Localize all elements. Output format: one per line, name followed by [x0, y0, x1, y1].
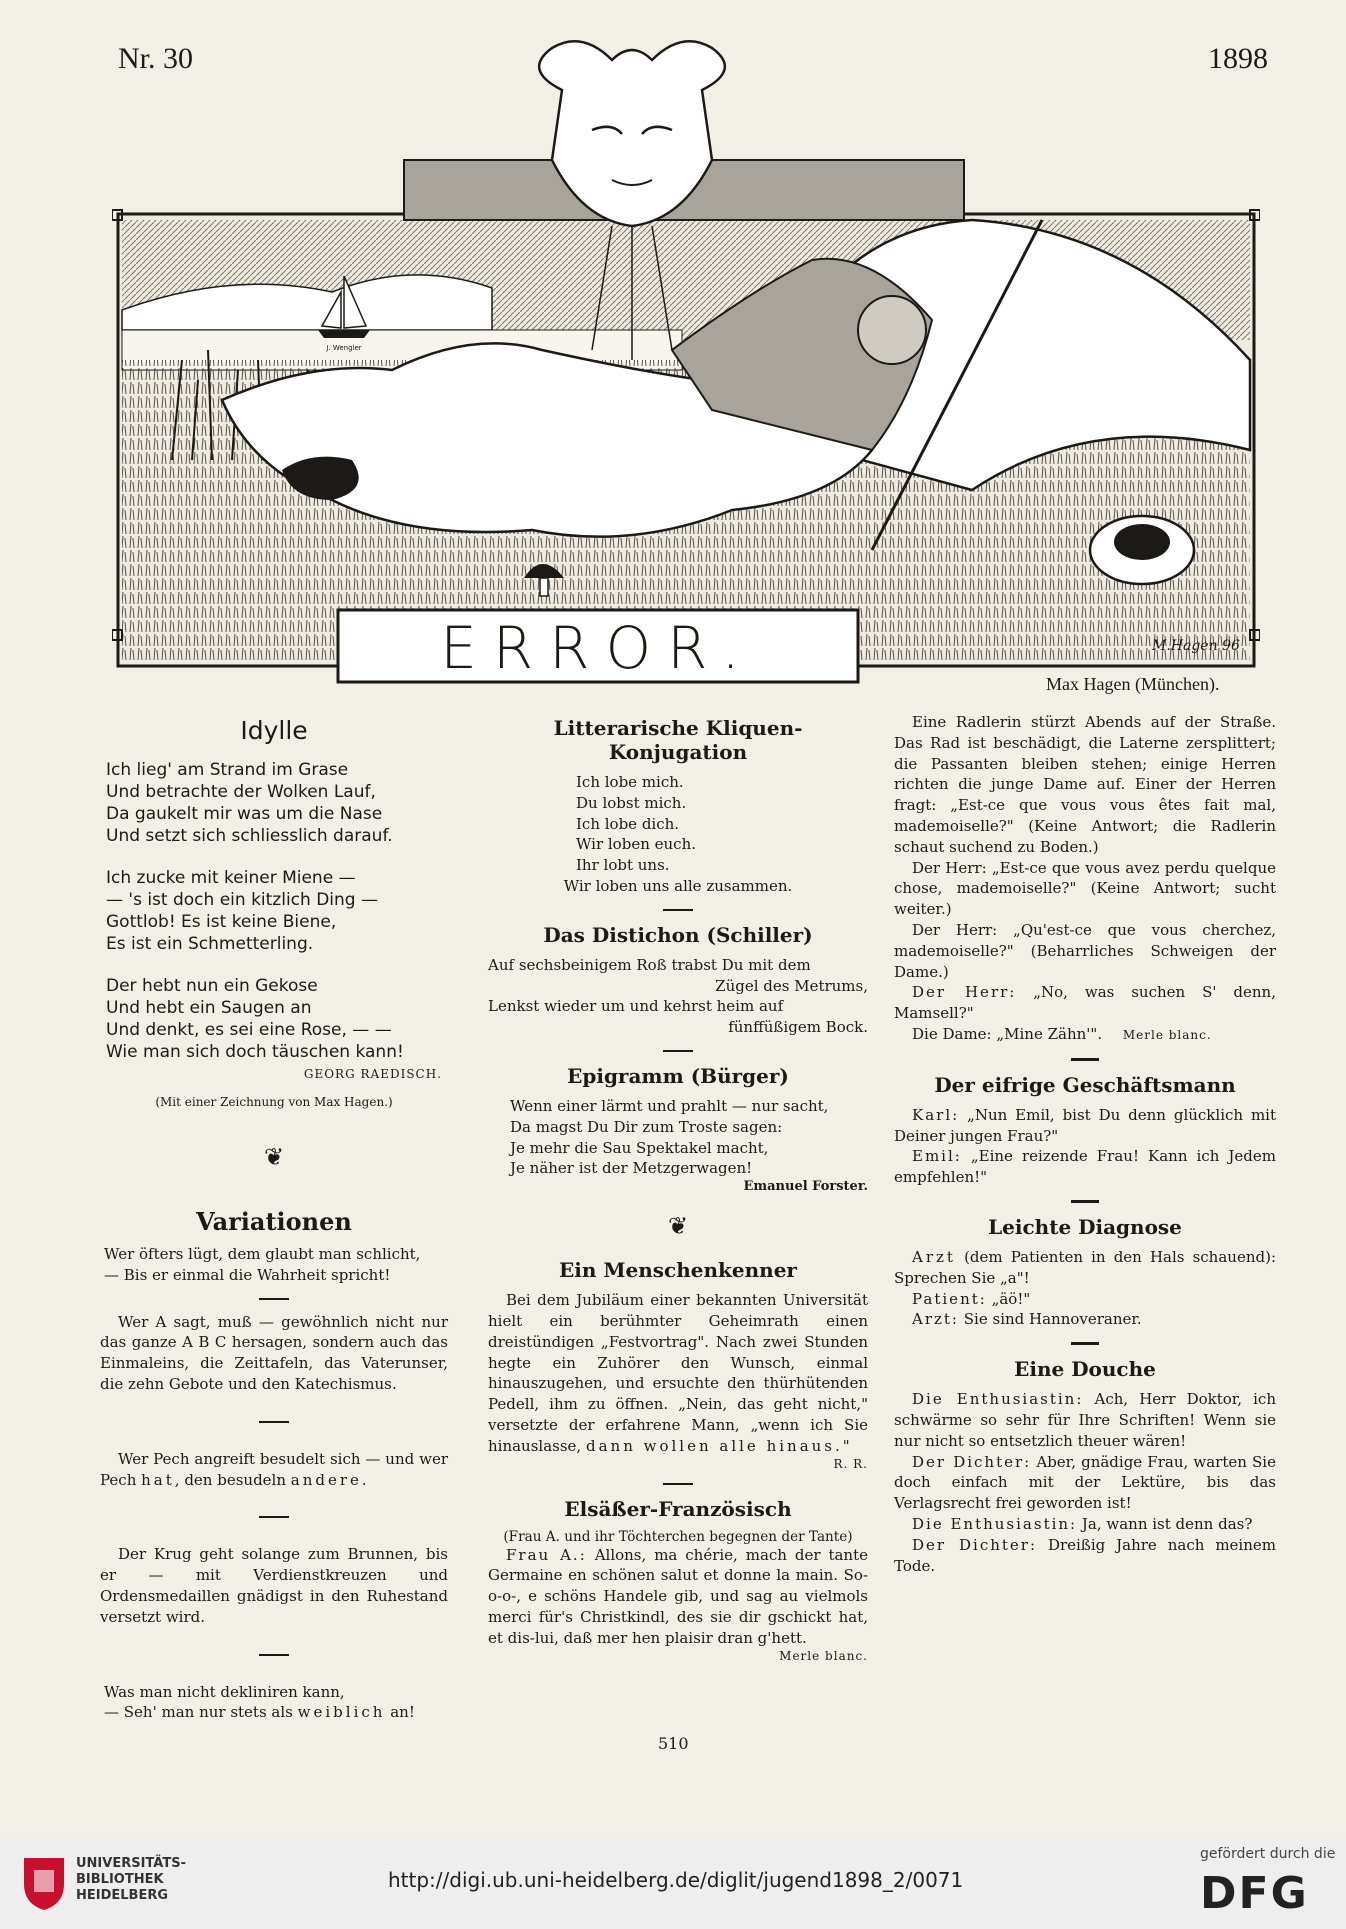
dialogue-line: Der Dichter: Dreißig Jahre nach meinem Tode.: [894, 1535, 1276, 1575]
menschenkenner-text: Bei dem Jubiläum einer bekannten Universität hielt ein berühmter Geheimrath einen dreistündigen „Festvortrag". Nach zwei Stunden hegte ein Zuhörer den Wunsch, einmal hinauszugehen, und ersuchte den thürhütenden Pedell, ihm zu öffnen. „Nein, das geht nicht," versetzte der erfahrene Mann, „wenn ich Sie hinauslasse, dann wollen alle hinaus.": [488, 1291, 868, 1455]
poem-line: Ich lieg' am Strand im Grase: [106, 760, 349, 780]
dialogue-line: Patient: „äö!": [912, 1289, 1031, 1308]
column-middle: [488, 712, 868, 1663]
dialogue-line: Emil: „Eine reizende Frau! Kann ich Jedem empfehlen!": [894, 1147, 1276, 1187]
elsaesser-title: Elsäßer-Französisch: [564, 1496, 792, 1521]
issue-number: Nr. 30: [118, 42, 193, 75]
distichon-line: fünffüßigem Bock.: [728, 1018, 868, 1037]
epigramm-line: Wenn einer lärmt und prahlt — nur sacht,: [510, 1096, 829, 1115]
conjugation-line: Wir loben uns alle zusammen.: [563, 876, 793, 895]
radlerin-paragraph: Die Dame: „Mine Zähn'". Merle blanc.: [912, 1024, 1212, 1043]
column-right: [894, 712, 1276, 1576]
distichon-line: Lenkst wieder um und kehrst heim auf: [488, 997, 784, 1016]
variationen-paragraph: Der Krug geht solange zum Brunnen, bis er — mit Verdienstkreuzen und Ordensmedaillen gnädigst in den Ruhestand versetzt wird.: [100, 1545, 448, 1626]
epigramm-lines: [488, 1096, 868, 1179]
idylle-title: Idylle: [240, 716, 308, 745]
column-left: [100, 712, 448, 1723]
variationen-title: Variationen: [196, 1207, 352, 1236]
epigramm-line: Da magst Du Dir zum Troste sagen:: [510, 1117, 783, 1136]
illustration-title: ERROR.: [440, 614, 756, 682]
library-logo-icon: [20, 1852, 68, 1912]
conjugation-line: Wir loben euch.: [576, 835, 696, 854]
page-url-link[interactable]: http://digi.ub.uni-heidelberg.de/diglit/jugend1898_2/0071: [388, 1868, 964, 1892]
dialogue-line: Karl: „Nun Emil, bist Du denn glücklich mit Deiner jungen Frau?": [894, 1105, 1276, 1145]
dfg-logo: DFG: [1200, 1868, 1309, 1919]
dialogue-line: Arzt (dem Patienten in den Hals schauend): Sprechen Sie „a"!: [894, 1247, 1276, 1287]
illustration-credit: Max Hagen (München).: [1046, 674, 1220, 694]
radlerin-paragraph: Eine Radlerin stürzt Abends auf der Straße. Das Rad ist beschädigt, die Laterne zersplittert; die Passanten bleiben stehen; einige Herren richten die junge Dame auf. Einer der Herren fragt: „Est-ce que vous vous êtes fait mal, mademoiselle?" (Keine Antwort; die Radlerin schaut suchend zu Boden.): [894, 713, 1276, 856]
elsaesser-text: Frau A.: Allons, ma chérie, mach der tante Germaine en schönen salut et donne la main. So-o-o-, e schöns Handele gib, und sag au vielmols merci für's Christkindl, des sie dir gschickt hat, et dis-lui, daß mer hen plaisir dran g'hett.: [488, 1545, 868, 1647]
variationen-line: Was man nicht dekliniren kann,: [104, 1682, 345, 1701]
sponsor-label: gefördert durch die: [1200, 1846, 1336, 1862]
variationen-line: — Seh' man nur stets als weiblich an!: [104, 1703, 415, 1722]
dialogue-line: Die Enthusiastin: Ja, wann ist denn das?: [912, 1514, 1253, 1533]
distichon-line: Zügel des Metrums,: [715, 976, 868, 995]
elsaesser-author: Merle blanc.: [779, 1648, 868, 1663]
conjugation-line: Ihr lobt uns.: [576, 856, 670, 875]
poem-line: Ich zucke mit keiner Miene —: [106, 868, 356, 888]
poem-line: Und denkt, es sei eine Rose, — —: [106, 1020, 392, 1040]
poem-line: Da gaukelt mir was um die Nase: [106, 804, 383, 824]
diagnose-title: Leichte Diagnose: [988, 1214, 1182, 1239]
svg-text:J. Wengler: J. Wengler: [326, 344, 362, 352]
poem-line: Und setzt sich schliesslich darauf.: [106, 826, 393, 846]
error-illustration: [112, 30, 1260, 690]
artist-signature: M.Hagen 96: [1152, 638, 1240, 654]
variationen-paragraph: Wer A sagt, muß — gewöhnlich nicht nur das ganze A B C hersagen, sondern auch das Einmaleins, die Zeittafeln, das Vaterunser, die zehn Gebote und den Katechismus.: [100, 1312, 448, 1393]
menschenkenner-title: Ein Menschenkenner: [559, 1258, 797, 1283]
variationen-paragraph: Wer Pech angreift besudelt sich — und wer Pech hat, den besudeln andere.: [100, 1449, 448, 1489]
poem-line: Der hebt nun ein Gekose: [106, 976, 318, 996]
idylle-note: (Mit einer Zeichnung von Max Hagen.): [155, 1095, 393, 1109]
ornament-icon: ❦: [667, 1212, 689, 1241]
epigramm-line: Je mehr die Sau Spektakel macht,: [510, 1138, 769, 1157]
elsaesser-subtitle: (Frau A. und ihr Töchterchen begegnen der Tante): [503, 1528, 853, 1545]
ornament-icon: ❦: [263, 1143, 285, 1171]
idylle-poem: [100, 759, 448, 1063]
poem-line: — 's ist doch ein kitzlich Ding —: [106, 890, 378, 910]
kliquen-title: Litterarische Kliquen-Konjugation: [553, 716, 803, 764]
poem-line: Es ist ein Schmetterling.: [106, 934, 314, 954]
library-footer: [0, 1838, 1346, 1929]
dialogue-line: Die Enthusiastin: Ach, Herr Doktor, ich schwärme so sehr für Ihre Schriften! Wenn sie nur nicht so entsetzlich theuer wären!: [894, 1390, 1276, 1450]
geschaeftsmann-title: Der eifrige Geschäftsmann: [934, 1072, 1236, 1097]
epigramm-author: Emanuel Forster.: [743, 1179, 868, 1195]
poem-line: Wie man sich doch täuschen kann!: [106, 1042, 404, 1062]
variationen-line: — Bis er einmal die Wahrheit spricht!: [104, 1265, 391, 1284]
distichon-title: Das Distichon (Schiller): [543, 922, 813, 947]
institution-name: UNIVERSITÄTS- BIBLIOTHEK HEIDELBERG: [76, 1856, 186, 1903]
radlerin-paragraph: Der Herr: „No, was suchen S' denn, Mamsell?": [894, 983, 1276, 1023]
poem-line: Und hebt ein Saugen an: [106, 998, 312, 1018]
year: 1898: [1208, 42, 1268, 75]
dialogue-line: Arzt: Sie sind Hannoveraner.: [912, 1310, 1142, 1329]
poem-line: Und betrachte der Wolken Lauf,: [106, 782, 376, 802]
variationen-line: Wer öfters lügt, dem glaubt man schlicht,: [104, 1245, 421, 1263]
epigramm-title: Epigramm (Bürger): [567, 1063, 789, 1088]
page-number: 510: [658, 1734, 689, 1753]
distichon-line: Auf sechsbeinigem Roß trabst Du mit dem: [488, 955, 811, 974]
poem-line: Gottlob! Es ist keine Biene,: [106, 912, 337, 932]
douche-title: Eine Douche: [1014, 1357, 1156, 1382]
conjugation-line: Du lobst mich.: [576, 793, 687, 812]
kliquen-lines: [488, 772, 868, 876]
sleeper-head: [858, 296, 926, 364]
conjugation-line: Ich lobe dich.: [576, 814, 680, 833]
radlerin-paragraph: Der Herr: „Est-ce que vous avez perdu quelque chose, mademoiselle?" (Keine Antwort; sucht weiter.): [894, 858, 1276, 919]
radlerin-paragraph: Der Herr: „Qu'est-ce que vous cherchez, mademoiselle?" (Beharrliches Schweigen der Dame.): [894, 920, 1276, 981]
idylle-author: GEORG RAEDISCH.: [303, 1067, 442, 1081]
menschenkenner-author: R. R.: [833, 1456, 868, 1471]
epigramm-line: Je näher ist der Metzgerwagen!: [510, 1159, 753, 1178]
conjugation-line: Ich lobe mich.: [576, 773, 684, 791]
dialogue-line: Der Dichter: Aber, gnädige Frau, warten Sie doch einfach mit der Lektüre, bis das Verlagsrecht frei geworden ist!: [894, 1452, 1276, 1513]
